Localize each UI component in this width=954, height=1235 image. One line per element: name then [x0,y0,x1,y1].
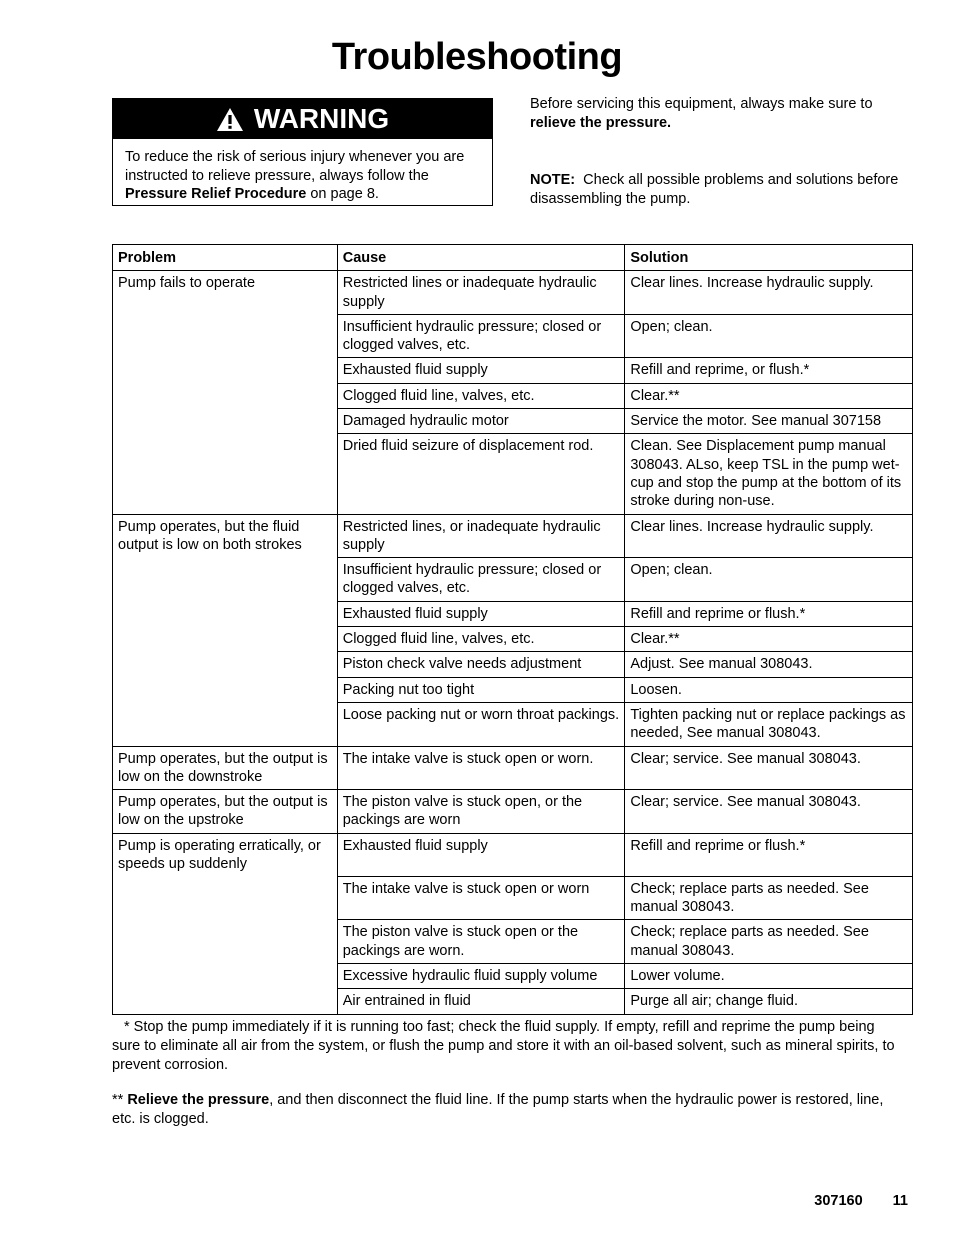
cause-cell: Excessive hydraulic fluid supply volume [337,963,625,988]
relieve-pressure-instruction: Before servicing this equipment, always make sure to relieve the pressure. [530,96,873,131]
solution-cell: Clear; service. See manual 308043. [625,746,913,790]
cause-cell: The intake valve is stuck open or worn [337,876,625,920]
header-solution: Solution [625,245,913,271]
cause-cell: Insufficient hydraulic pressure; closed or clogged valves, etc. [337,314,625,358]
page-title: Troubleshooting [331,36,623,78]
warning-header [113,99,492,139]
solution-cell: Check; replace parts as needed. See manual 308043. [625,876,913,920]
solution-cell: Tighten packing nut or replace packings as needed, See manual 308043. [625,702,913,746]
solution-cell: Clean. See Displacement pump manual 308043. ALso, keep TSL in the pump wet-cup and stop the pump at the bottom of its stroke during non-use. [625,434,913,514]
header-problem: Problem [113,245,338,271]
troubleshooting-table [112,244,913,1015]
solution-cell: Purge all air; change fluid. [625,989,913,1014]
page-number: 11 [892,1193,908,1209]
table-row [113,514,913,558]
cause-cell: The piston valve is stuck open or the packings are worn. [337,920,625,964]
solution-cell: Service the motor. See manual 307158 [625,409,913,434]
page-footer [814,1193,908,1209]
cause-cell: Exhausted fluid supply [337,601,625,626]
cause-cell: Restricted lines or inadequate hydraulic supply [337,271,625,315]
table-body [113,271,913,1014]
cause-cell: The piston valve is stuck open, or the packings are worn [337,790,625,834]
intro-text [530,95,920,209]
table-row [113,790,913,834]
table-row [113,271,913,315]
cause-cell: Packing nut too tight [337,677,625,702]
solution-cell: Refill and reprime or flush.* [625,601,913,626]
table-row [113,833,913,876]
footnote-single-asterisk: * Stop the pump immediately if it is running too fast; check the fluid supply. If empty, refill and reprime the pump being sure to eliminate all air from the system, or flush the pump and store it with an oil-based solvent, such as mineral spirits, to prevent corrosion. [112,1019,895,1073]
header-cause: Cause [337,245,625,271]
pressure-relief-procedure-ref: Pressure Relief Procedure [125,186,307,202]
cause-cell: Exhausted fluid supply [337,358,625,383]
table-row [113,746,913,790]
solution-cell: Clear lines. Increase hydraulic supply. [625,514,913,558]
problem-cell: Pump is operating erratically, or speeds up suddenly [113,833,338,1014]
note-label: NOTE: [530,172,576,188]
cause-cell: Clogged fluid line, valves, etc. [337,383,625,408]
doc-number: 307160 [814,1193,863,1209]
note [530,171,920,209]
warning-text: To reduce the risk of serious injury whenever you are instructed to relieve pressure, always follow the Pressure Relief Procedure on page 8. [125,149,465,202]
cause-cell: Dried fluid seizure of displacement rod. [337,434,625,514]
solution-cell: Check; replace parts as needed. See manual 308043. [625,920,913,964]
solution-cell: Adjust. See manual 308043. [625,652,913,677]
problem-cell: Pump operates, but the output is low on the downstroke [113,746,338,790]
solution-cell: Clear; service. See manual 308043. [625,790,913,834]
problem-cell: Pump operates, but the output is low on the upstroke [113,790,338,834]
cause-cell: Piston check valve needs adjustment [337,652,625,677]
cause-cell: Restricted lines, or inadequate hydraulic supply [337,514,625,558]
cause-cell: Loose packing nut or worn throat packings. [337,702,625,746]
problem-cell: Pump operates, but the fluid output is low on both strokes [113,514,338,746]
solution-cell: Open; clean. [625,314,913,358]
table-header-row [113,245,913,271]
cause-cell: Damaged hydraulic motor [337,409,625,434]
solution-cell: Clear lines. Increase hydraulic supply. [625,271,913,315]
footnotes [112,1018,902,1129]
cause-cell: Exhausted fluid supply [337,833,625,876]
cause-cell: Clogged fluid line, valves, etc. [337,627,625,652]
solution-cell: Open; clean. [625,558,913,602]
solution-cell: Clear.** [625,627,913,652]
warning-triangle-icon [216,107,244,132]
problem-cell: Pump fails to operate [113,271,338,514]
footnote-double-asterisk: ** Relieve the pressure, and then disconnect the fluid line. If the pump starts when the hydraulic power is restored, line, etc. is clogged. [112,1092,884,1127]
cause-cell: Insufficient hydraulic pressure; closed or clogged valves, etc. [337,558,625,602]
solution-cell: Loosen. [625,677,913,702]
solution-cell: Refill and reprime or flush.* [625,833,913,876]
solution-cell: Clear.** [625,383,913,408]
solution-cell: Refill and reprime, or flush.* [625,358,913,383]
solution-cell: Lower volume. [625,963,913,988]
cause-cell: The intake valve is stuck open or worn. [337,746,625,790]
cause-cell: Air entrained in fluid [337,989,625,1014]
warning-box [112,98,493,206]
warning-heading: WARNING [253,103,390,134]
note-text: Check all possible problems and solutions before disassembling the pump. [530,172,903,207]
